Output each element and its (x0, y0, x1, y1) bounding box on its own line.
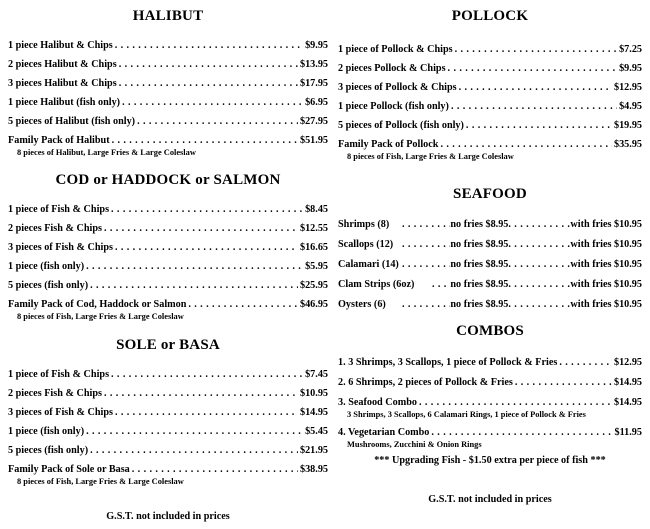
combo-item: 2. 6 Shrimps, 2 pieces of Pollock & Fries . . . $14.95 (338, 376, 642, 390)
menu-item: 3 pieces of Fish & Chips . . . $14.95 (8, 406, 328, 420)
menu-item: 3 pieces of Pollock & Chips . . . $12.95 (338, 81, 642, 95)
menu-item: 2 pieces Halibut & Chips . . . $13.95 (8, 58, 328, 72)
menu-item: 1 piece (fish only) . . . $5.95 (8, 260, 328, 274)
sole-section (8, 337, 328, 487)
seafood-item: Shrimps (8) . . . no fries $8.95 . . . with fries $10.95 (338, 218, 642, 232)
menu-item: 2 pieces Pollock & Chips . . . $9.95 (338, 62, 642, 76)
family-pack-note: 8 pieces of Fish, Large Fries & Large Coleslaw (17, 312, 184, 321)
menu-item: 1 piece of Fish & Chips . . . $7.45 (8, 368, 328, 382)
combo-item: 1. 3 Shrimps, 3 Scallops, 1 piece of Pollock & Fries . . . $12.95 (338, 356, 642, 370)
section-title: HALIBUT (132, 8, 204, 24)
pollock-section (338, 8, 642, 162)
combo-note: Mushrooms, Zucchini & Onion Rings (347, 440, 482, 449)
menu-item: 1 piece of Fish & Chips . . . $8.45 (8, 203, 328, 217)
combo-note: 3 Shrimps, 3 Scallops, 6 Calamari Rings, 1 piece of Pollock & Fries (347, 410, 586, 419)
menu-item: 1 piece Halibut & Chips . . . $9.95 (8, 39, 328, 53)
menu-item: 1 piece (fish only) . . . $5.45 (8, 425, 328, 439)
family-pack-note: 8 pieces of Fish, Large Fries & Large Coleslaw (347, 152, 514, 161)
gst-note: G.S.T. not included in prices (106, 511, 230, 522)
menu-item: 5 pieces of Halibut (fish only) . . . $27.95 (8, 115, 328, 129)
family-pack-item: Family Pack of Cod, Haddock or Salmon . . . $46.95 (8, 298, 328, 312)
section-title: SEAFOOD (453, 186, 527, 202)
menu-item: 3 pieces of Fish & Chips . . . $16.65 (8, 241, 328, 255)
gst-note: G.S.T. not included in prices (428, 494, 552, 505)
upgrade-note: *** Upgrading Fish - $1.50 extra per piece of fish *** (374, 455, 606, 466)
menu-item: 2 pieces Fish & Chips . . . $12.55 (8, 222, 328, 236)
seafood-section (338, 186, 642, 318)
menu-item: 5 pieces (fish only) . . . $21.95 (8, 444, 328, 458)
family-pack-item: Family Pack of Halibut . . . $51.95 (8, 134, 328, 148)
cod-section (8, 172, 328, 322)
menu-item: 1 piece Halibut (fish only) . . . $6.95 (8, 96, 328, 110)
section-title: COD or HADDOCK or SALMON (55, 172, 281, 188)
seafood-item: Calamari (14) . . . no fries $8.95 . . . with fries $10.95 (338, 258, 642, 272)
seafood-item: Oysters (6) . . . no fries $8.95 . . . with fries $10.95 (338, 298, 642, 312)
section-title: COMBOS (456, 323, 524, 339)
section-title: SOLE or BASA (116, 337, 220, 353)
seafood-item: Clam Strips (6oz) . . . no fries $8.95 . . . with fries $10.95 (338, 278, 642, 292)
halibut-section (8, 8, 328, 158)
section-title: POLLOCK (451, 8, 529, 24)
seafood-item: Scallops (12) . . . no fries $8.95 . . . with fries $10.95 (338, 238, 642, 252)
menu-item: 5 pieces (fish only) . . . $25.95 (8, 279, 328, 293)
family-pack-item: Family Pack of Pollock . . . $35.95 (338, 138, 642, 152)
menu-item: 1 piece Pollock (fish only) . . . $4.95 (338, 100, 642, 114)
combos-section (338, 323, 642, 466)
menu-item: 2 pieces Fish & Chips . . . $10.95 (8, 387, 328, 401)
family-pack-note: 8 pieces of Fish, Large Fries & Large Coleslaw (17, 477, 184, 486)
combo-item: 4. Vegetarian Combo . . . $11.95 (338, 426, 642, 440)
menu-item: 3 pieces Halibut & Chips . . . $17.95 (8, 77, 328, 91)
family-pack-note: 8 pieces of Halibut, Large Fries & Large Coleslaw (17, 148, 196, 157)
menu-item: 5 pieces of Pollock (fish only) . . . $19.95 (338, 119, 642, 133)
combo-item: 3. Seafood Combo . . . $14.95 (338, 396, 642, 410)
family-pack-item: Family Pack of Sole or Basa . . . $38.95 (8, 463, 328, 477)
menu-item: 1 piece of Pollock & Chips . . . $7.25 (338, 43, 642, 57)
